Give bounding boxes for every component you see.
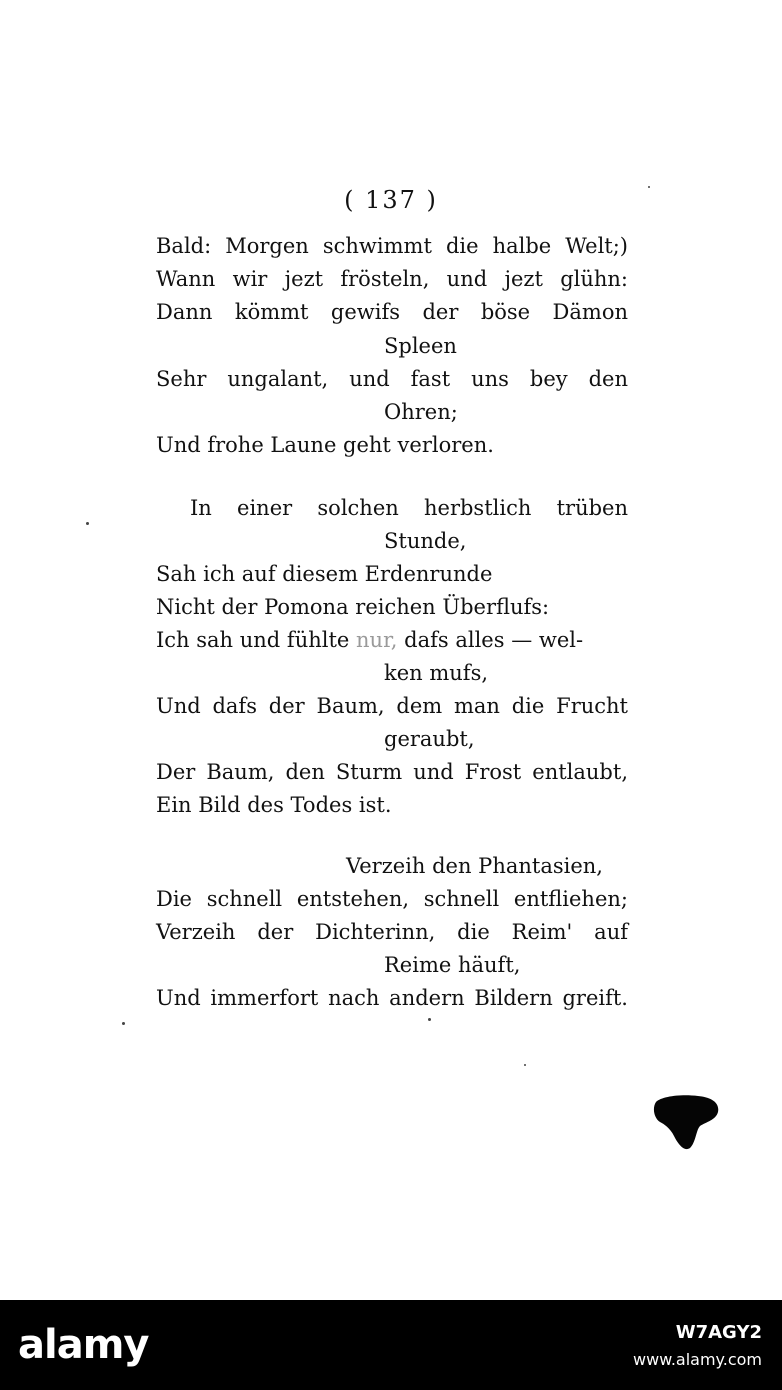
poem-line: Die schnell entstehen, schnell entfliehen;: [156, 887, 628, 911]
line-part: dafs alles — wel-: [404, 628, 584, 652]
poem-line-continuation: Stunde,: [384, 529, 467, 553]
speck-mark: [86, 522, 89, 525]
poem-line-continuation: Ohren;: [384, 400, 458, 424]
speck-mark: [524, 1064, 526, 1066]
poem-line: Ein Bild des Todes ist.: [156, 793, 392, 817]
speck-mark: [428, 1018, 431, 1021]
poem-line: Und immerfort nach andern Bildern greift.: [156, 986, 628, 1010]
faded-word: nur,: [356, 628, 398, 652]
watermark-footer: [0, 1300, 782, 1390]
line-part: Ich sah und fühlte: [156, 628, 350, 652]
poem-line: Der Baum, den Sturm und Frost entlaubt,: [156, 760, 628, 784]
poem-line: Wann wir jezt frösteln, und jezt glühn:: [156, 267, 628, 291]
poem-line-continuation: Reime häuft,: [384, 953, 521, 977]
image-code: W7AGY2: [675, 1322, 762, 1343]
poem-line-continuation: Spleen: [384, 334, 457, 358]
speck-mark: [648, 186, 650, 188]
site-url: www.alamy.com: [633, 1350, 762, 1369]
poem-line: Verzeih den Phantasien,: [346, 854, 603, 878]
poem-line-continuation: geraubt,: [384, 727, 475, 751]
poem-line: Verzeih der Dichterinn, die Reim' auf: [156, 920, 628, 944]
poem-line: Sehr ungalant, und fast uns bey den: [156, 367, 628, 391]
ink-blot-mark: [652, 1094, 722, 1152]
poem-line: Dann kömmt gewifs der böse Dämon: [156, 300, 628, 324]
poem-line: Und dafs der Baum, dem man die Frucht: [156, 694, 628, 718]
poem-line: In einer solchen herbstlich trüben: [190, 496, 628, 520]
poem-line-continuation: ken mufs,: [384, 661, 489, 685]
poem-line: Und frohe Laune geht verloren.: [156, 433, 494, 457]
alamy-logo: alamy: [18, 1322, 149, 1368]
page-number: ( 137 ): [344, 186, 438, 214]
poem-line: Bald: Morgen schwimmt die halbe Welt;): [156, 234, 628, 258]
poem-line: Sah ich auf diesem Erdenrunde: [156, 562, 493, 586]
poem-line-faded: [156, 626, 583, 654]
poem-line: Nicht der Pomona reichen Überflufs:: [156, 595, 550, 619]
speck-mark: [122, 1022, 125, 1025]
